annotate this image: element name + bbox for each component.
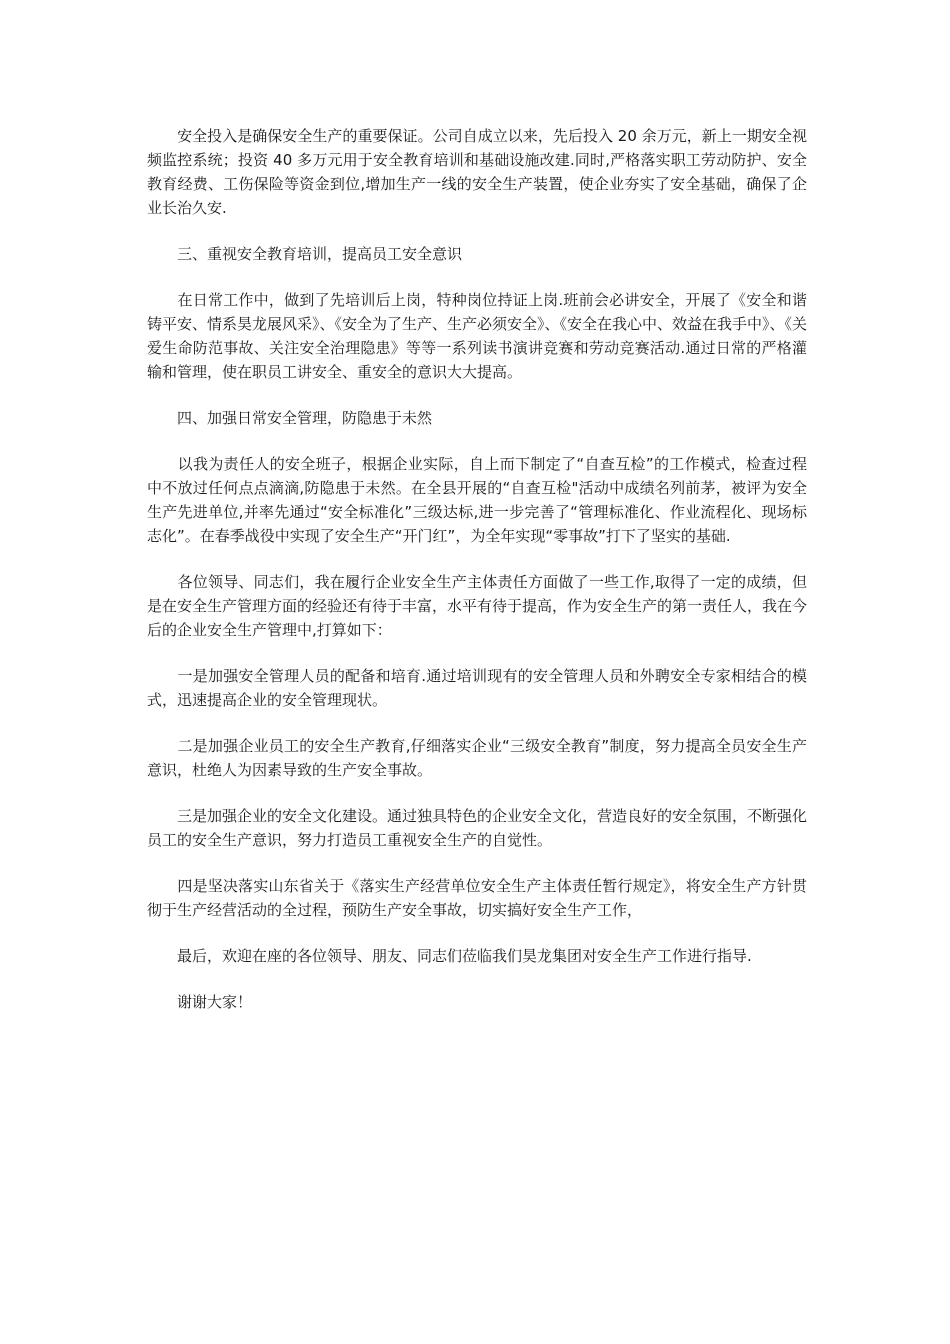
section-heading-3: 三、重视安全教育培训，提高员工安全意识 [147, 245, 463, 263]
paragraph-gap [147, 968, 807, 990]
paragraph-gap [147, 922, 807, 944]
paragraph-gap [147, 430, 807, 452]
paragraph-plan-2: 二是加强企业员工的安全生产教育,仔细落实企业“三级安全教育”制度，努力提高全员安全生产意识，杜绝人为因素导致的生产安全事故。 [147, 737, 807, 779]
paragraph-gap [147, 852, 807, 874]
section-heading-4: 四、加强日常安全管理，防隐患于未然 [147, 409, 433, 427]
paragraph-plan-intro: 各位领导、同志们，我在履行企业安全生产主体责任方面做了一些工作,取得了一定的成绩，但是在安全生产管理方面的经验还有待于丰富，水平有待于提高，作为安全生产的第一责任人，我在今后的企业安全生产管理中,打算如下： [147, 573, 808, 639]
paragraph-gap [147, 266, 807, 288]
paragraph-closing: 最后，欢迎在座的各位领导、朋友、同志们莅临我们昊龙集团对安全生产工作进行指导. [147, 947, 752, 965]
paragraph-gap [147, 782, 807, 804]
paragraph-thanks: 谢谢大家！ [147, 993, 253, 1011]
paragraph-gap [147, 548, 807, 570]
paragraph-plan-3: 三是加强企业的安全文化建设。通过独具特色的企业安全文化，营造良好的安全氛围，不断强化员工的安全生产意识，努力打造员工重视安全生产的自觉性。 [147, 807, 808, 849]
paragraph-gap [147, 384, 807, 406]
paragraph-gap [147, 220, 807, 242]
paragraph-daily-management: 以我为责任人的安全班子，根据企业实际，自上而下制定了“自查互检”的工作模式，检查过程中不放过任何点点滴滴,防隐患于未然。在全县开展的“自查互检"活动中成绩名列前茅，被评为安全生产先进单位,并率先通过“安全标准化”三级达标,进一步完善了“管理标准化、作业流程化、现场标志化”。在春季战役中实现了安全生产“开门红”，为全年实现“零事故”打下了坚实的基础. [147, 455, 807, 545]
paragraph-training: 在日常工作中，做到了先培训后上岗，特种岗位持证上岗.班前会必讲安全，开展了《安全和谐铸平安、情系昊龙展风采》、《安全为了生产、生产必须安全》、《安全在我心中、效益在我手中》、《关爱生命防范事故、关注安全治理隐患》等等一系列读书演讲竞赛和劳动竞赛活动.通过日常的严格灌输和管理，使在职员工讲安全、重安全的意识大大提高。 [147, 291, 808, 381]
paragraph-gap [147, 642, 807, 664]
paragraph-plan-1: 一是加强安全管理人员的配备和培育.通过培训现有的安全管理人员和外聘安全专家相结合的模式，迅速提高企业的安全管理现状。 [147, 667, 807, 709]
paragraph-gap [147, 712, 807, 734]
document-body [147, 124, 807, 1014]
paragraph-plan-4: 四是坚决落实山东省关于《落实生产经营单位安全生产主体责任暂行规定》，将安全生产方针贯彻于生产经营活动的全过程，预防生产安全事故，切实搞好安全生产工作， [147, 877, 807, 919]
paragraph-safety-investment: 安全投入是确保安全生产的重要保证。公司自成立以来，先后投入 20 余万元，新上一期安全视频监控系统；投资 40 多万元用于安全教育培训和基础设施改建.同时,严格落实职工劳动防护、安全教育经费、工伤保险等资金到位,增加生产一线的安全生产装置，使企业夯实了安全基础，确保了企业长治久安. [147, 127, 807, 217]
